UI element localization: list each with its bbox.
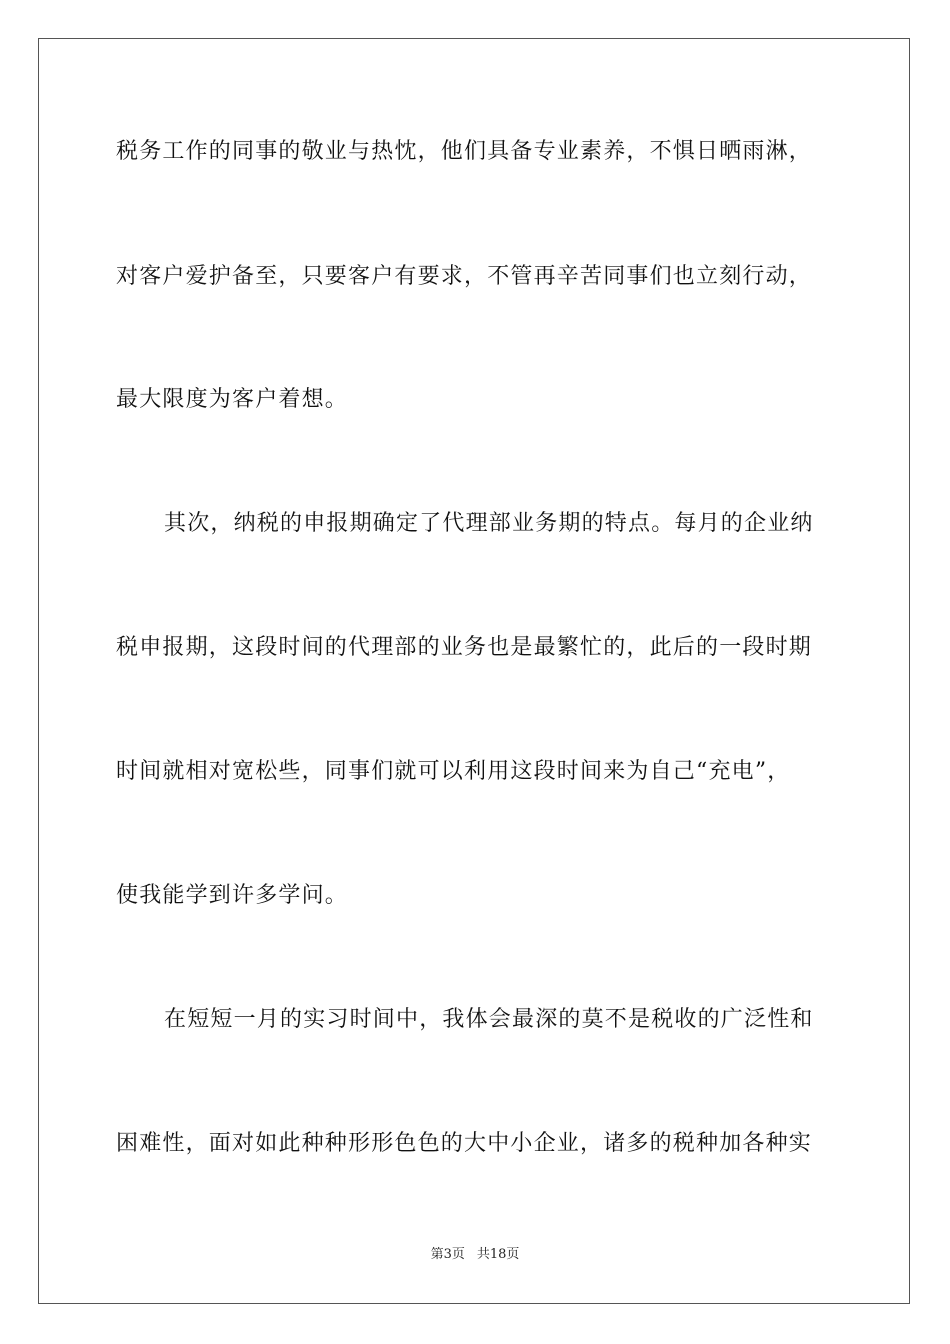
- page-number: 第3页: [430, 1247, 465, 1262]
- body-text-line: 时间就相对宽松些，同事们就可以利用这段时间来为自己“充电”，: [116, 759, 791, 784]
- page-total: 共18页: [476, 1247, 520, 1262]
- paragraph-start-line: 在短短一月的实习时间中，我体会最深的莫不是税收的广泛性和: [164, 1007, 814, 1032]
- body-text-line: 对客户爱护备至，只要客户有要求，不管再辛苦同事们也立刻行动，: [116, 264, 813, 289]
- body-text-line: 困难性，面对如此种种形形色色的大中小企业，诸多的税种加各种实: [116, 1131, 813, 1156]
- page-footer: [0, 1246, 950, 1264]
- page-border: [38, 38, 910, 1304]
- body-text-line: 最大限度为客户着想。: [116, 387, 349, 412]
- body-text-line: 使我能学到许多学问。: [116, 883, 349, 908]
- body-text-line: 税申报期，这段时间的代理部的业务也是最繁忙的，此后的一段时期: [116, 635, 813, 660]
- body-text-line: 税务工作的同事的敬业与热忱，他们具备专业素养，不惧日晒雨淋，: [116, 139, 813, 164]
- paragraph-start-line: 其次，纳税的申报期确定了代理部业务期的特点。每月的企业纳: [164, 511, 814, 536]
